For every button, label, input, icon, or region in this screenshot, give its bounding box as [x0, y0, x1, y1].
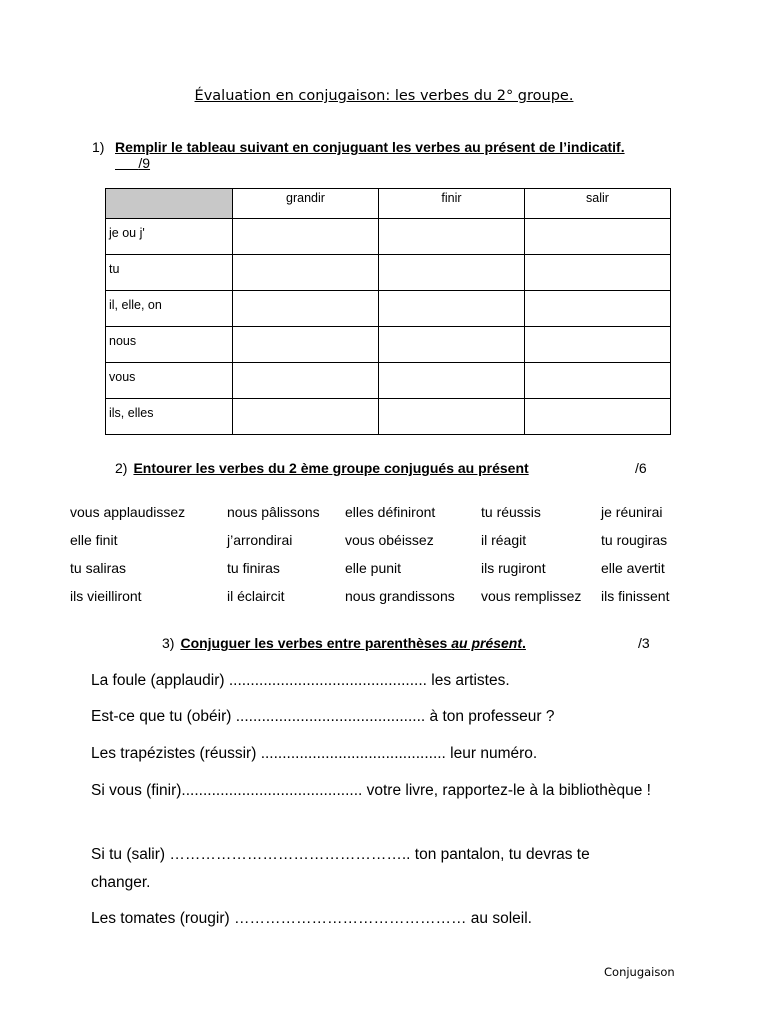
verb-item[interactable]: elle finit [70, 532, 118, 548]
verb-item[interactable]: ils vieilliront [70, 588, 142, 604]
verb-item[interactable]: vous obéissez [345, 532, 434, 548]
question-3 [162, 635, 526, 651]
conjugation-table [105, 188, 671, 435]
question-3-number: 3) [162, 635, 175, 651]
question-2 [115, 460, 529, 476]
answer-cell[interactable] [233, 291, 379, 327]
answer-cell[interactable] [379, 255, 525, 291]
verb-item[interactable]: vous applaudissez [70, 504, 186, 520]
verb-item[interactable]: nous pâlissons [227, 504, 320, 520]
answer-cell[interactable] [525, 363, 671, 399]
answer-cell[interactable] [379, 399, 525, 435]
answer-cell[interactable] [233, 255, 379, 291]
table-header-salir: salir [525, 189, 671, 219]
verb-item[interactable]: il éclaircit [227, 588, 285, 604]
pronoun-cell: vous [106, 363, 233, 399]
answer-cell[interactable] [379, 363, 525, 399]
question-1-blank [115, 155, 138, 171]
sentence-item[interactable]: Si tu (salir) ……………………………………….. ton pantalon, tu devras te changer. [91, 846, 590, 891]
sentence-item[interactable]: Les tomates (rougir) ……………………………………… au soleil. [91, 910, 532, 927]
verb-row [0, 560, 768, 580]
verb-item[interactable]: tu réussis [481, 504, 541, 520]
verb-item[interactable]: elle punit [345, 560, 402, 576]
verb-item[interactable]: tu finiras [227, 560, 280, 576]
sentence-item[interactable]: Si vous (finir).......................................... votre livre, rapportez-le à la bibliothèque ! [91, 782, 651, 799]
question-3-score: /3 [638, 635, 650, 651]
table-row [106, 363, 671, 399]
pronoun-cell: je ou j' [106, 219, 233, 255]
answer-cell[interactable] [233, 327, 379, 363]
answer-cell[interactable] [233, 399, 379, 435]
table-header-corner [106, 189, 233, 219]
pronoun-cell: il, elle, on [106, 291, 233, 327]
answer-cell[interactable] [525, 291, 671, 327]
answer-cell[interactable] [379, 327, 525, 363]
answer-cell[interactable] [379, 291, 525, 327]
answer-cell[interactable] [525, 219, 671, 255]
question-3-instruction [180, 635, 525, 651]
verb-item[interactable]: elles définiront [345, 504, 436, 520]
verb-item[interactable]: nous grandissons [345, 588, 455, 604]
question-3-text: Conjuguer les verbes entre parenthèses [180, 635, 452, 651]
question-2-text: Entourer les verbes du 2 ème groupe conjugués au présent [133, 460, 529, 476]
question-1-text: Remplir le tableau suivant en conjuguant les verbes au présent de l’indicatif. [115, 139, 625, 155]
document-title [0, 88, 768, 104]
verb-item[interactable]: ils finissent [601, 588, 670, 604]
table-header-row [106, 189, 671, 219]
pronoun-cell: tu [106, 255, 233, 291]
answer-cell[interactable] [233, 363, 379, 399]
table-row [106, 291, 671, 327]
answer-cell[interactable] [233, 219, 379, 255]
answer-cell[interactable] [525, 255, 671, 291]
verb-item[interactable]: il réagit [481, 532, 527, 548]
table-row [106, 327, 671, 363]
verb-item[interactable]: vous remplissez [481, 588, 582, 604]
question-3-text-italic: au présent [451, 635, 523, 651]
table-header-grandir: grandir [233, 189, 379, 219]
verb-item[interactable]: elle avertit [601, 560, 665, 576]
pronoun-cell: nous [106, 327, 233, 363]
answer-cell[interactable] [525, 327, 671, 363]
verb-item[interactable]: j’arrondirai [227, 532, 293, 548]
verb-item[interactable]: ils rugiront [481, 560, 546, 576]
sentence-item[interactable]: Les trapézistes (réussir) ........................................... leur numéro. [91, 745, 538, 762]
table-header-finir: finir [379, 189, 525, 219]
verb-item[interactable]: tu rougiras [601, 532, 668, 548]
verb-item[interactable]: je réunirai [601, 504, 663, 520]
question-1-score: /9 [138, 155, 151, 171]
answer-cell[interactable] [525, 399, 671, 435]
verb-row [0, 588, 768, 608]
verb-item[interactable]: tu saliras [70, 560, 127, 576]
answer-cell[interactable] [379, 219, 525, 255]
footer-label: Conjugaison [604, 965, 675, 979]
table-row [106, 399, 671, 435]
table-row [106, 219, 671, 255]
sentence-item[interactable]: La foule (applaudir) .............................................. les artistes. [91, 672, 510, 689]
verb-row [0, 504, 768, 524]
question-2-score: /6 [635, 460, 647, 476]
sentence-item[interactable]: Est-ce que tu (obéir) ............................................ à ton professeur ? [91, 708, 555, 725]
question-1 [92, 139, 632, 171]
question-1-number: 1) [92, 139, 105, 155]
question-1-instruction [115, 139, 632, 171]
pronoun-cell: ils, elles [106, 399, 233, 435]
question-3-text-end: . [522, 635, 526, 651]
verb-row [0, 532, 768, 552]
title-text: Évaluation en conjugaison: les verbes du 2° groupe. [194, 88, 574, 104]
table-row [106, 255, 671, 291]
question-2-number: 2) [115, 460, 128, 476]
